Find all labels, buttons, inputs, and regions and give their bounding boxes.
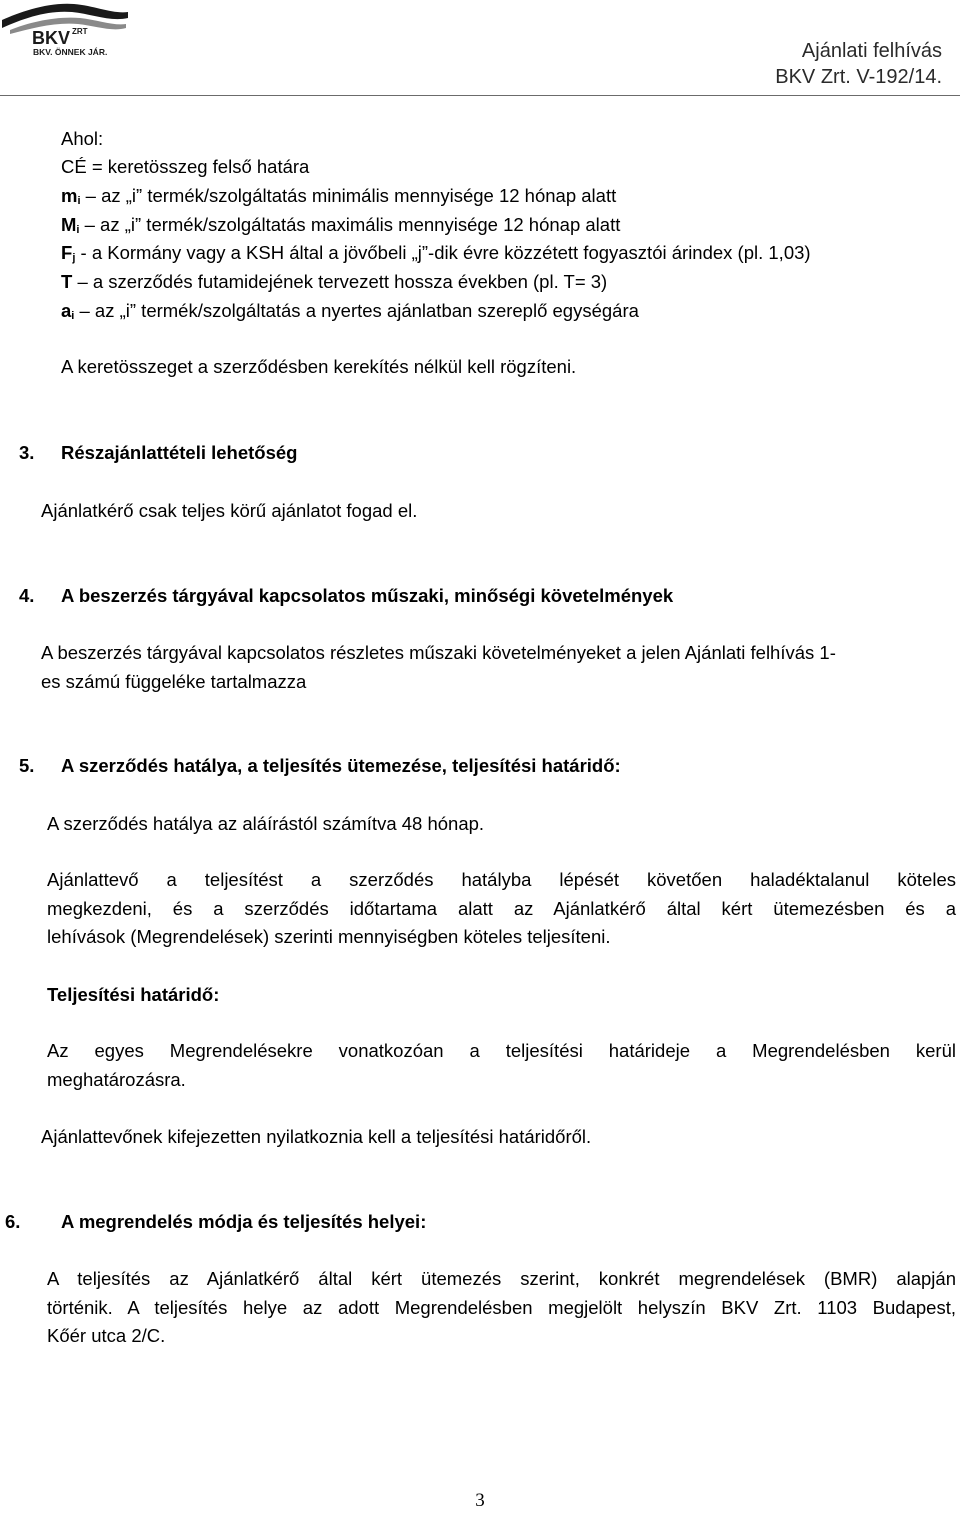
symbol-a-sub: i	[71, 310, 75, 322]
section5-paragraph2	[47, 1037, 956, 1094]
section6-line2: történik. A teljesítés helye az adott Megrendelésben megjelölt helyszín BKV Zrt. 1103 Budapest,	[47, 1296, 956, 1318]
section5-p1-line3: lehívások (Megrendelések) szerinti mennyiségben köteles teljesíteni.	[47, 926, 611, 947]
section4-text-line2: es számú függeléke tartalmazza	[41, 671, 307, 692]
section5-validity: A szerződés hatálya az aláírástól számítva 48 hónap.	[47, 813, 485, 834]
header-reference: BKV Zrt. V-192/14.	[775, 66, 942, 88]
section6-number: 6.	[5, 1211, 21, 1232]
logo-tagline: BKV. ÖNNEK JÁR.	[33, 47, 108, 57]
definition-T-text: – a szerződés futamidejének tervezett hossza években (pl. T= 3)	[72, 271, 608, 292]
definition-M	[61, 214, 620, 236]
definition-m	[61, 185, 616, 207]
definition-a-text: – az „i” termék/szolgáltatás a nyertes ajánlatban szereplő egységára	[74, 300, 639, 321]
definition-M-text: – az „i” termék/szolgáltatás maximális mennyisége 12 hónap alatt	[79, 214, 621, 235]
section3-heading: Részajánlattételi lehetőség	[61, 442, 298, 463]
section6-heading: A megrendelés módja és teljesítés helyei:	[61, 1211, 427, 1232]
section5-p1-line1: Ajánlattevő a teljesítést a szerződés hatályba lépését követően haladéktalanul köteles	[47, 869, 956, 890]
definition-F-text: - a Kormány vagy a KSH által a jövőbeli „j”-dik évre közzétett fogyasztói árindex (pl. 1,03)	[75, 242, 811, 263]
definition-ce: CÉ = keretösszeg felső határa	[61, 156, 310, 177]
symbol-M: M	[61, 214, 77, 235]
section6-paragraph	[47, 1265, 956, 1351]
section3-number: 3.	[19, 442, 35, 463]
symbol-F-sub: j	[72, 252, 76, 264]
section4-heading: A beszerzés tárgyával kapcsolatos műszaki, minőségi követelmények	[61, 585, 674, 606]
symbol-M-sub: i	[76, 224, 80, 236]
logo-text: BKV	[32, 28, 71, 48]
section4-text-line1: A beszerzés tárgyával kapcsolatos részletes műszaki követelményeket a jelen Ajánlati felhívás 1-	[41, 642, 836, 663]
deadline-heading: Teljesítési határidő:	[47, 984, 220, 1005]
section5-p1-line2: megkezdeni, és a szerződés időtartama alatt az Ajánlatkérő által kért ütemezésben és a	[47, 897, 956, 919]
symbol-m-sub: i	[77, 195, 81, 207]
symbol-F: F	[61, 242, 73, 263]
definition-m-text: – az „i” termék/szolgáltatás minimális mennyisége 12 hónap alatt	[80, 185, 617, 206]
symbol-T: T	[61, 271, 73, 292]
symbol-m: m	[61, 185, 78, 206]
keretosszeg-note: A keretösszeget a szerződésben kerekítés nélkül kell rögzíteni.	[61, 356, 577, 377]
logo-sup: ZRT	[72, 27, 88, 36]
section6-line1: A teljesítés az Ajánlatkérő által kért ütemezés szerint, konkrét megrendelések (BMR) alapján	[47, 1268, 956, 1289]
section5-number: 5.	[19, 755, 35, 776]
section5-p2-line2: meghatározásra.	[47, 1068, 186, 1090]
header-title: Ajánlati felhívás	[801, 40, 942, 62]
definition-F	[61, 242, 811, 264]
header-divider	[0, 95, 960, 96]
bkv-logo	[0, 0, 132, 58]
definitions-intro: Ahol:	[61, 128, 104, 149]
definition-T	[61, 271, 607, 293]
bkv-logo-graphic	[0, 0, 132, 58]
section5-statement: Ajánlattevőnek kifejezetten nyilatkoznia kell a teljesítési határidőről.	[41, 1126, 592, 1147]
section5-p2-line1: Az egyes Megrendelésekre vonatkozóan a teljesítési határideje a Megrendelésben kerül	[47, 1040, 956, 1061]
section5-paragraph1	[47, 866, 956, 952]
definition-a	[61, 300, 639, 322]
section3-text: Ajánlatkérő csak teljes körű ajánlatot fogad el.	[41, 500, 418, 521]
symbol-a: a	[61, 300, 72, 321]
page-number: 3	[475, 1490, 485, 1511]
section4-number: 4.	[19, 585, 35, 606]
section6-line3: Kőér utca 2/C.	[47, 1325, 166, 1346]
section5-heading: A szerződés hatálya, a teljesítés ütemezése, teljesítési határidő:	[61, 755, 621, 776]
